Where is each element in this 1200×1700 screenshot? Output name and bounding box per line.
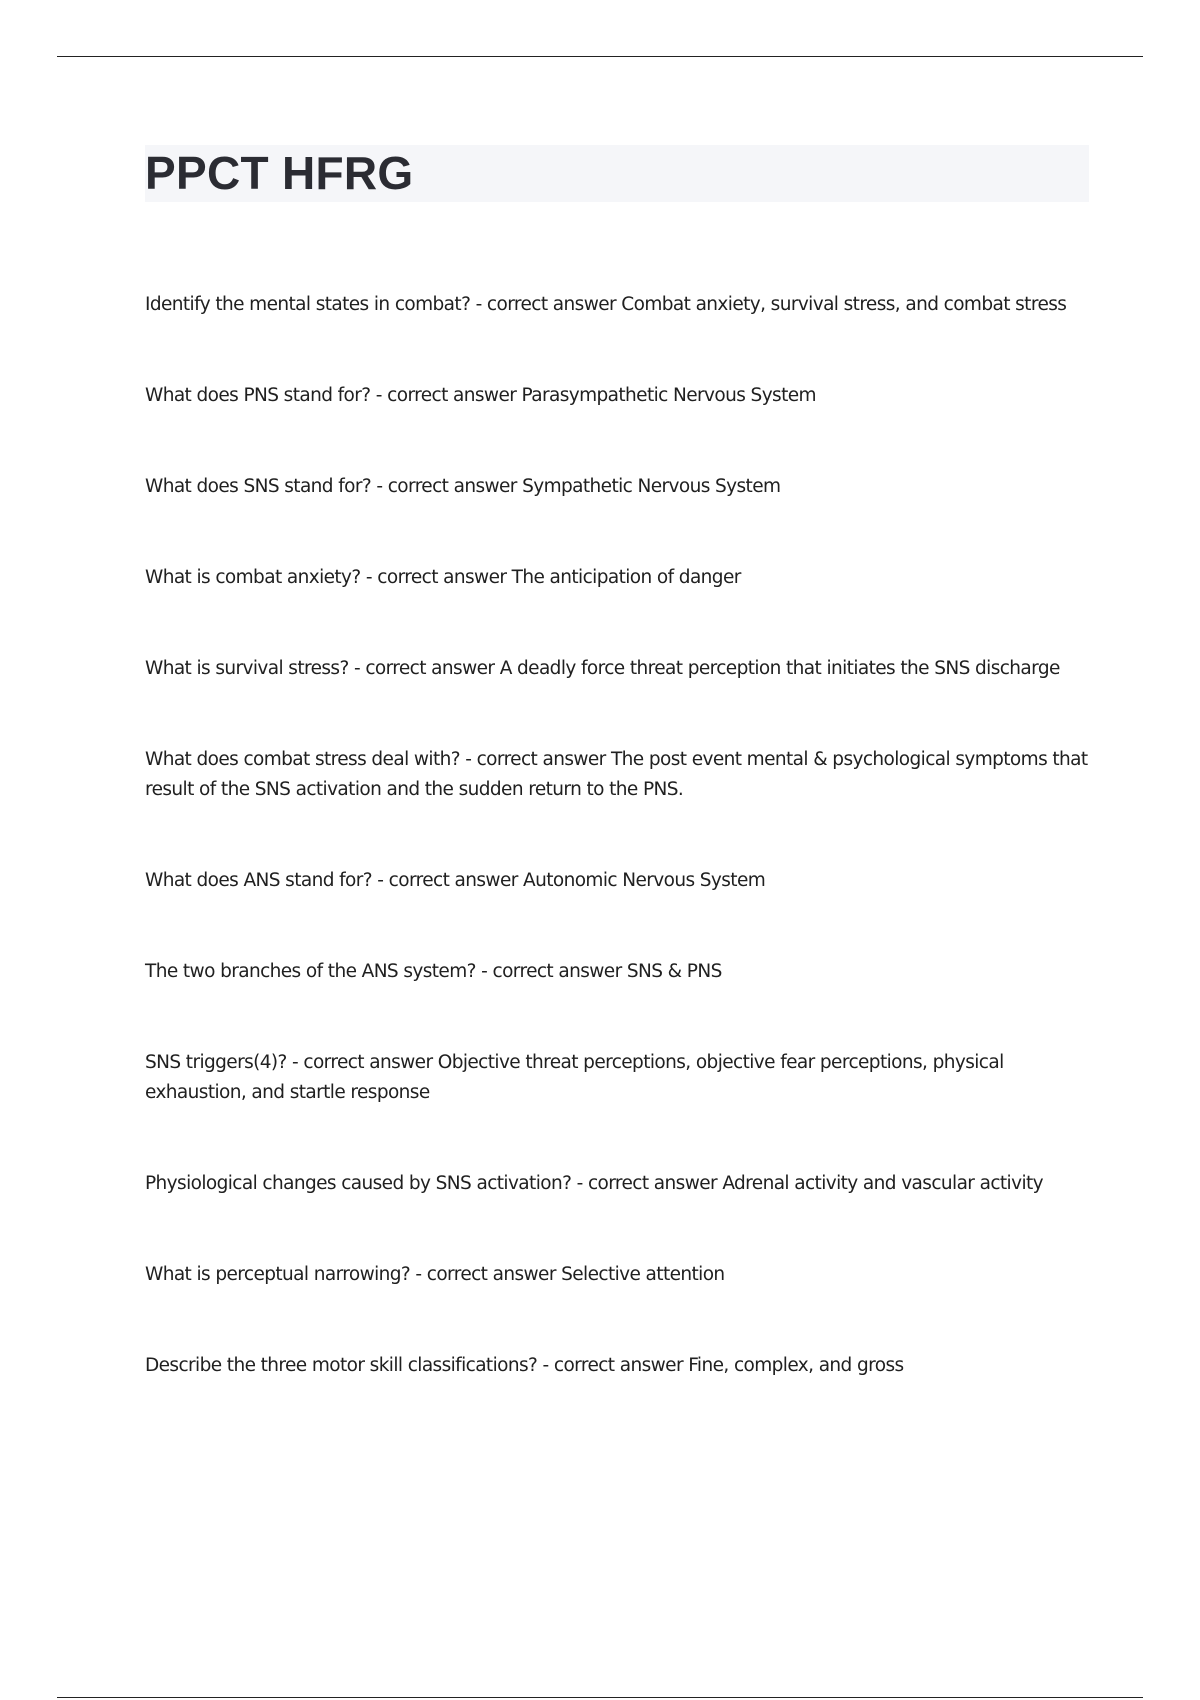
qa-item [145,1048,1089,1108]
answer-text: Autonomic Nervous System [523,870,766,891]
answer-separator: - correct answer [410,1264,562,1285]
qa-item [145,290,1089,320]
qa-item [145,745,1089,805]
answer-separator: - correct answer [370,385,522,406]
question-text: What does SNS stand for? [145,476,372,497]
question-text: SNS triggers(4)? [145,1052,287,1073]
answer-text: Objective threat perceptions, objective fear perceptions, physical exhaustion, and startle response [145,1052,1004,1103]
answer-text: Sympathetic Nervous System [522,476,781,497]
answer-separator: - correct answer [571,1173,723,1194]
answer-text: Selective attention [561,1264,725,1285]
answer-separator: - correct answer [371,476,523,497]
qa-item [145,472,1089,502]
answer-separator: - correct answer [360,567,512,588]
answer-text: SNS & PNS [626,961,722,982]
answer-text: Fine, complex, and gross [688,1355,904,1376]
answer-text: Parasympathetic Nervous System [521,385,816,406]
qa-list [145,290,1089,1381]
question-text: Describe the three motor skill classifications? [145,1355,538,1376]
answer-separator: - correct answer [475,961,627,982]
question-text: What is combat anxiety? [145,567,361,588]
page-title: PPCT HFRG [145,147,414,199]
qa-item [145,563,1089,593]
answer-separator: - correct answer [470,294,622,315]
question-text: What is perceptual narrowing? [145,1264,411,1285]
qa-item [145,866,1089,896]
question-text: What is survival stress? [145,658,349,679]
answer-separator: - correct answer [348,658,500,679]
qa-item [145,381,1089,411]
answer-text: A deadly force threat perception that initiates the SNS discharge [499,658,1060,679]
question-text: The two branches of the ANS system? [145,961,476,982]
answer-separator: - correct answer [286,1052,438,1073]
answer-text: Combat anxiety, survival stress, and combat stress [621,294,1067,315]
qa-item [145,654,1089,684]
answer-separator: - correct answer [459,749,611,770]
qa-item [145,957,1089,987]
question-text: What does combat stress deal with? [145,749,460,770]
answer-separator: - correct answer [537,1355,689,1376]
answer-text: The anticipation of danger [511,567,741,588]
qa-item [145,1351,1089,1381]
answer-separator: - correct answer [372,870,524,891]
qa-item [145,1169,1089,1199]
question-text: What does ANS stand for? [145,870,373,891]
bottom-rule [57,1697,1143,1698]
answer-text: The post event mental & psychological symptoms that result of the SNS activation and the sudden return to the PNS. [145,749,1088,800]
qa-item [145,1260,1089,1290]
top-rule [57,56,1143,57]
answer-text: Adrenal activity and vascular activity [722,1173,1043,1194]
question-text: What does PNS stand for? [145,385,371,406]
question-text: Identify the mental states in combat? [145,294,471,315]
question-text: Physiological changes caused by SNS activation? [145,1173,572,1194]
